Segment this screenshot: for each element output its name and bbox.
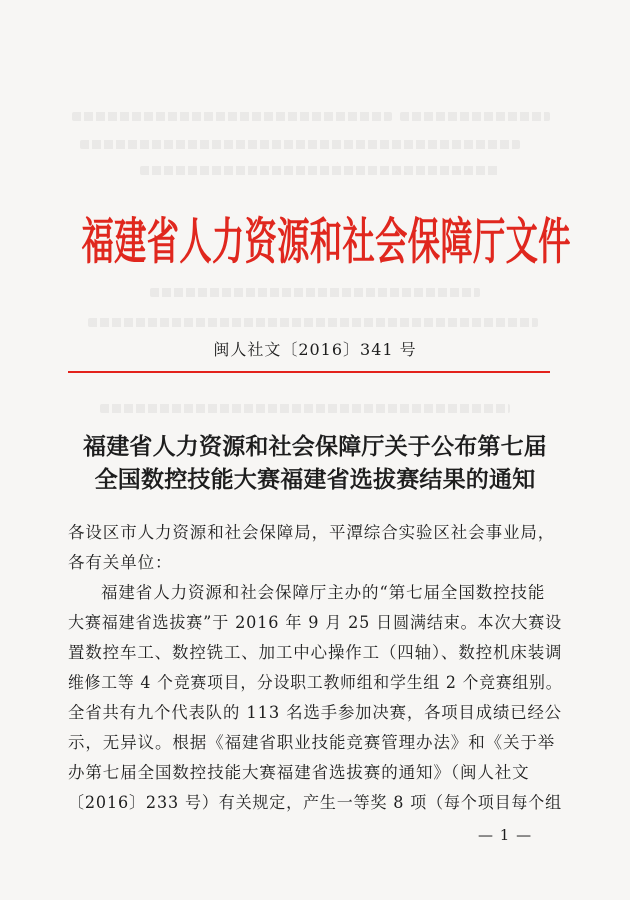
body-paragraph-line: 大赛福建省选拔赛”于 2016 年 9 月 25 日圆满结束。本次大赛设 <box>68 613 563 632</box>
red-separator-line <box>68 371 550 373</box>
body-paragraph-line: 置数控车工、数控铣工、加工中心操作工（四轴）、数控机床装调 <box>68 643 563 662</box>
document-masthead: 福建省人力资源和社会保障厅文件 <box>81 213 571 272</box>
notice-title-line-2: 全国数控技能大赛福建省选拔赛结果的通知 <box>94 467 536 493</box>
body-paragraph-line: 全省共有九个代表队的 113 名选手参加决赛，各项目成绩已经公 <box>68 703 562 722</box>
body-paragraph-line: 维修工等 4 个竞赛项目，分设职工教师组和学生组 2 个竞赛组别。 <box>68 673 563 692</box>
notice-title-line-1: 福建省人力资源和社会保障厅关于公布第七届 <box>83 434 547 460</box>
body-paragraph-line: 福建省人力资源和社会保障厅主办的“第七届全国数控技能 <box>101 583 546 602</box>
addressee-line-2: 各有关单位： <box>68 553 173 572</box>
body-paragraph-line: 示，无异议。根据《福建省职业技能竞赛管理办法》和《关于举 <box>68 733 556 752</box>
document-number: 闽人社文〔2016〕341 号 <box>213 340 417 359</box>
body-paragraph-line: 〔2016〕233 号）有关规定，产生一等奖 8 项（每个项目每个组 <box>68 793 563 812</box>
addressee-line-1: 各设区市人力资源和社会保障局，平潭综合实验区社会事业局， <box>68 523 556 542</box>
body-paragraph-line: 办第七届全国数控技能大赛福建省选拔赛的通知》（闽人社文 <box>68 763 530 782</box>
page-number: — 1 — <box>478 826 533 844</box>
